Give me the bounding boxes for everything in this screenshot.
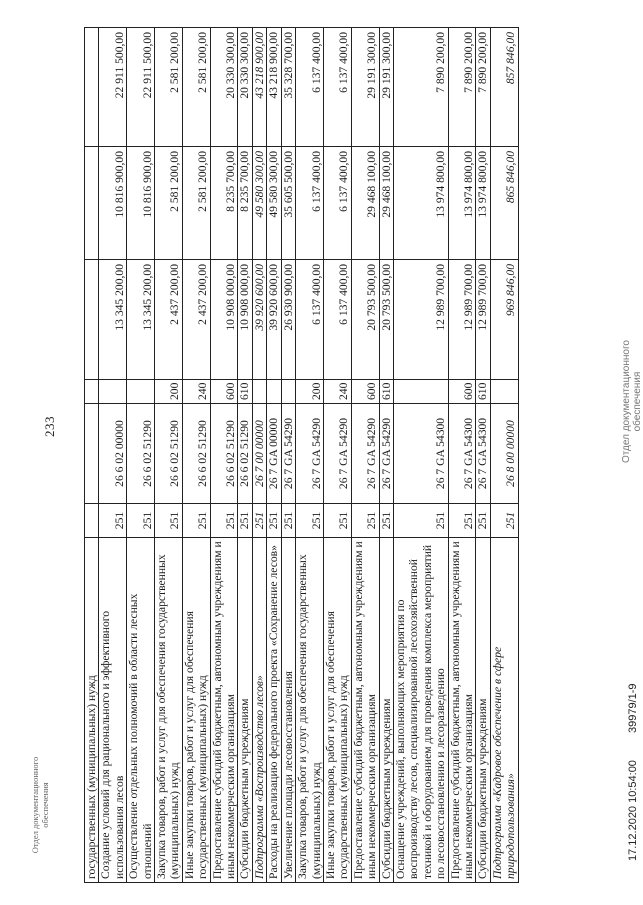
row-name-cell: Субсидии бюджетным учреждениям xyxy=(476,538,490,883)
row-sum-2022-cell: 49 580 300,00 xyxy=(267,147,281,260)
row-name-cell: Предоставление субсидий бюджетным, автономным учреждениям и иным некоммерческим организациям xyxy=(448,538,476,883)
row-sum-2023-cell xyxy=(85,28,99,147)
row-sum-2022-cell: 8 235 700,00 xyxy=(238,147,252,260)
table-row xyxy=(267,28,281,883)
budget-table xyxy=(84,27,519,883)
table-row xyxy=(210,28,238,883)
row-gr-cell: 251 xyxy=(99,504,127,538)
row-sum-2022-cell: 13 974 800,00 xyxy=(393,147,448,260)
row-sum-2022-cell: 13 974 800,00 xyxy=(448,147,476,260)
row-name-cell: государственных (муниципальных) нужд xyxy=(85,538,99,883)
row-sum-2022-cell: 2 581 200,00 xyxy=(155,147,183,260)
row-csr-cell xyxy=(85,404,99,504)
row-sum-2022-cell: 29 468 100,00 xyxy=(351,147,379,260)
footer-doc-code: 39979/1-9 xyxy=(627,683,639,733)
row-gr-cell xyxy=(85,504,99,538)
row-vr-cell: 240 xyxy=(182,380,210,404)
table-row xyxy=(85,28,99,883)
row-gr-cell: 251 xyxy=(155,504,183,538)
row-sum-2022-cell xyxy=(85,147,99,260)
row-csr-cell: 26 7 GA 54290 xyxy=(296,404,324,504)
row-csr-cell: 26 6 02 00000 xyxy=(99,404,127,504)
row-vr-cell: 600 xyxy=(210,380,238,404)
row-sum-2022-cell: 2 581 200,00 xyxy=(182,147,210,260)
row-sum-2021-cell: 13 345 200,00 xyxy=(99,260,127,380)
row-name-cell: Расходы на реализацию федерального проекта «Сохранение лесов» xyxy=(267,538,281,883)
row-sum-2021-cell: 2 437 200,00 xyxy=(155,260,183,380)
footer-dept-line-1: Отдел документационного xyxy=(621,340,632,463)
row-sum-2021-cell: 6 137 400,00 xyxy=(323,260,351,380)
row-csr-cell: 26 6 02 51290 xyxy=(210,404,238,504)
row-sum-2021-cell: 10 908 000,00 xyxy=(238,260,252,380)
row-gr-cell: 251 xyxy=(238,504,252,538)
stamp-line-2: обеспечения xyxy=(40,782,50,828)
row-vr-cell xyxy=(99,380,127,404)
row-sum-2021-cell: 12 989 700,00 xyxy=(393,260,448,380)
row-vr-cell xyxy=(267,380,281,404)
row-sum-2023-cell: 29 191 300,00 xyxy=(351,28,379,147)
row-csr-cell: 26 6 02 51290 xyxy=(238,404,252,504)
page-footer xyxy=(621,28,643,883)
row-sum-2022-cell: 865 846,00 xyxy=(490,147,518,260)
row-sum-2021-cell: 10 908 000,00 xyxy=(210,260,238,380)
row-gr-cell: 251 xyxy=(448,504,476,538)
row-sum-2023-cell: 20 330 300,00 xyxy=(238,28,252,147)
row-sum-2023-cell: 857 846,00 xyxy=(490,28,518,147)
row-sum-2021-cell: 39 920 600,00 xyxy=(267,260,281,380)
row-gr-cell: 251 xyxy=(296,504,324,538)
row-name-cell: Подпрограмма «Воспроизводство лесов» xyxy=(252,538,266,883)
row-sum-2021-cell: 26 930 900,00 xyxy=(281,260,295,380)
row-vr-cell xyxy=(252,380,266,404)
row-vr-cell: 600 xyxy=(351,380,379,404)
row-csr-cell: 26 7 GA 54300 xyxy=(448,404,476,504)
row-vr-cell xyxy=(85,380,99,404)
table-row xyxy=(448,28,476,883)
table-row xyxy=(296,28,324,883)
row-sum-2021-cell: 2 437 200,00 xyxy=(182,260,210,380)
row-gr-cell: 251 xyxy=(267,504,281,538)
row-name-cell: Субсидии бюджетным учреждениям xyxy=(379,538,393,883)
table-row xyxy=(238,28,252,883)
row-csr-cell: 26 8 00 00000 xyxy=(490,404,518,504)
row-sum-2023-cell: 35 328 700,00 xyxy=(281,28,295,147)
table-row xyxy=(281,28,295,883)
table-row xyxy=(127,28,155,883)
row-sum-2021-cell: 39 920 600,00 xyxy=(252,260,266,380)
row-name-cell: Предоставление субсидий бюджетным, автономным учреждениям и иным некоммерческим организациям xyxy=(351,538,379,883)
row-gr-cell: 251 xyxy=(281,504,295,538)
row-csr-cell: 26 6 02 51290 xyxy=(155,404,183,504)
row-vr-cell xyxy=(490,380,518,404)
table-row xyxy=(155,28,183,883)
budget-table-body xyxy=(85,28,519,883)
row-name-cell: Осуществление отдельных полномочий в области лесных отношений xyxy=(127,538,155,883)
table-row xyxy=(182,28,210,883)
row-gr-cell: 251 xyxy=(210,504,238,538)
row-vr-cell: 610 xyxy=(379,380,393,404)
seal-stamp xyxy=(30,740,50,870)
table-row xyxy=(490,28,518,883)
row-gr-cell: 251 xyxy=(182,504,210,538)
row-gr-cell: 251 xyxy=(393,504,448,538)
row-vr-cell: 200 xyxy=(296,380,324,404)
row-gr-cell: 251 xyxy=(351,504,379,538)
row-vr-cell: 240 xyxy=(323,380,351,404)
row-csr-cell: 26 7 00 00000 xyxy=(252,404,266,504)
row-vr-cell xyxy=(281,380,295,404)
table-row xyxy=(252,28,266,883)
row-csr-cell: 26 7 GA 54290 xyxy=(323,404,351,504)
row-sum-2022-cell: 10 816 900,00 xyxy=(99,147,127,260)
row-sum-2023-cell: 29 191 300,00 xyxy=(379,28,393,147)
row-vr-cell: 610 xyxy=(476,380,490,404)
footer-department xyxy=(621,340,643,463)
row-name-cell: Закупка товаров, работ и услуг для обеспечения государственных (муниципальных) нужд xyxy=(155,538,183,883)
row-sum-2022-cell: 49 580 300,00 xyxy=(252,147,266,260)
row-name-cell: Создание условий для рационального и эффективного использования лесов xyxy=(99,538,127,883)
row-sum-2023-cell: 2 581 200,00 xyxy=(155,28,183,147)
row-sum-2022-cell: 29 468 100,00 xyxy=(379,147,393,260)
row-name-cell: Иные закупки товаров, работ и услуг для обеспечения государственных (муниципальных) нужд xyxy=(182,538,210,883)
row-sum-2023-cell: 6 137 400,00 xyxy=(323,28,351,147)
row-sum-2023-cell: 22 911 500,00 xyxy=(127,28,155,147)
rotated-page-content xyxy=(84,28,643,883)
table-row xyxy=(99,28,127,883)
row-sum-2021-cell: 20 793 500,00 xyxy=(351,260,379,380)
row-gr-cell: 251 xyxy=(490,504,518,538)
row-vr-cell xyxy=(393,380,448,404)
row-sum-2023-cell: 22 911 500,00 xyxy=(99,28,127,147)
row-name-cell: Субсидии бюджетным учреждениям xyxy=(238,538,252,883)
row-sum-2022-cell: 6 137 400,00 xyxy=(323,147,351,260)
footer-dept-line-2: обеспечения xyxy=(632,371,643,432)
row-csr-cell: 26 6 02 51290 xyxy=(182,404,210,504)
row-csr-cell: 26 7 GA 54290 xyxy=(281,404,295,504)
row-gr-cell: 251 xyxy=(379,504,393,538)
row-name-cell: Оснащение учреждений, выполняющих мероприятия по воспроизводству лесов, специализированной лесохозяйственной техникой и оборудованием для проведения комплекса мероприятий по лесовосстановлению и лесоразведению xyxy=(393,538,448,883)
row-vr-cell: 600 xyxy=(448,380,476,404)
row-name-cell: Предоставление субсидий бюджетным, автономным учреждениям и иным некоммерческим организациям xyxy=(210,538,238,883)
footer-timestamp: 17.12.2020 10:54:00 xyxy=(627,760,639,861)
row-sum-2023-cell: 7 890 200,00 xyxy=(476,28,490,147)
row-sum-2021-cell: 20 793 500,00 xyxy=(379,260,393,380)
row-sum-2023-cell: 2 581 200,00 xyxy=(182,28,210,147)
row-name-cell: Увеличение площади лесовосстановления xyxy=(281,538,295,883)
row-vr-cell: 610 xyxy=(238,380,252,404)
table-row xyxy=(379,28,393,883)
row-gr-cell: 251 xyxy=(127,504,155,538)
row-csr-cell: 26 7 GA 00000 xyxy=(267,404,281,504)
row-sum-2021-cell: 12 989 700,00 xyxy=(448,260,476,380)
row-gr-cell: 251 xyxy=(252,504,266,538)
row-sum-2021-cell: 13 345 200,00 xyxy=(127,260,155,380)
row-sum-2022-cell: 8 235 700,00 xyxy=(210,147,238,260)
table-row xyxy=(351,28,379,883)
row-vr-cell: 200 xyxy=(155,380,183,404)
row-csr-cell: 26 7 GA 54300 xyxy=(393,404,448,504)
table-row xyxy=(323,28,351,883)
row-sum-2023-cell: 6 137 400,00 xyxy=(296,28,324,147)
page-number: 233 xyxy=(42,416,57,437)
row-name-cell: Подпрограмма «Кадровое обеспечение в сфере природопользования» xyxy=(490,538,518,883)
row-sum-2023-cell: 20 330 300,00 xyxy=(210,28,238,147)
row-name-cell: Иные закупки товаров, работ и услуг для обеспечения государственных (муниципальных) нужд xyxy=(323,538,351,883)
row-sum-2022-cell: 6 137 400,00 xyxy=(296,147,324,260)
row-sum-2021-cell: 12 989 700,00 xyxy=(476,260,490,380)
row-gr-cell: 251 xyxy=(476,504,490,538)
row-csr-cell: 26 7 GA 54290 xyxy=(379,404,393,504)
row-sum-2021-cell xyxy=(85,260,99,380)
row-sum-2022-cell: 10 816 900,00 xyxy=(127,147,155,260)
row-sum-2023-cell: 43 218 900,00 xyxy=(252,28,266,147)
row-sum-2023-cell: 7 890 200,00 xyxy=(448,28,476,147)
row-csr-cell: 26 6 02 51290 xyxy=(127,404,155,504)
row-csr-cell: 26 7 GA 54290 xyxy=(351,404,379,504)
row-sum-2022-cell: 13 974 800,00 xyxy=(476,147,490,260)
row-sum-2021-cell: 6 137 400,00 xyxy=(296,260,324,380)
row-name-cell: Закупка товаров, работ и услуг для обеспечения государственных (муниципальных) нужд xyxy=(296,538,324,883)
row-sum-2023-cell: 43 218 900,00 xyxy=(267,28,281,147)
row-sum-2022-cell: 35 605 500,00 xyxy=(281,147,295,260)
table-row xyxy=(393,28,448,883)
row-csr-cell: 26 7 GA 54300 xyxy=(476,404,490,504)
row-sum-2021-cell: 969 846,00 xyxy=(490,260,518,380)
row-gr-cell: 251 xyxy=(323,504,351,538)
table-row xyxy=(476,28,490,883)
stamp-line-1: Отдел документационного xyxy=(30,756,40,854)
row-vr-cell xyxy=(127,380,155,404)
row-sum-2023-cell: 7 890 200,00 xyxy=(393,28,448,147)
